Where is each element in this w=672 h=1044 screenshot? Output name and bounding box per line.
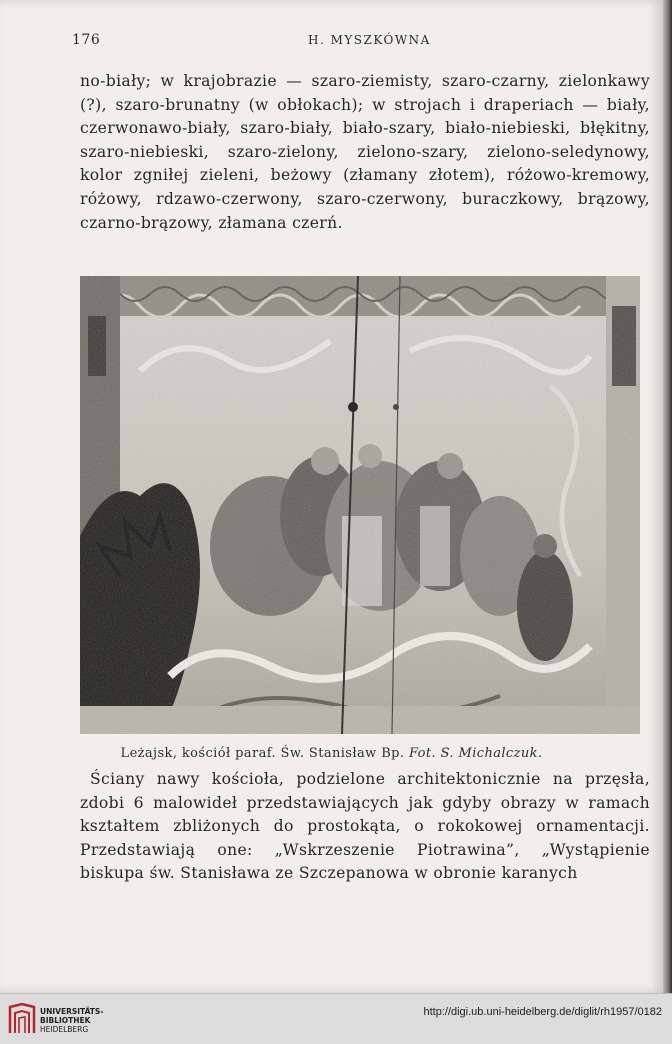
page-header [0, 32, 663, 52]
library-line-1: UNIVERSITÄTS- [40, 1007, 104, 1016]
fresco-photograph [80, 276, 640, 734]
figure-caption [0, 746, 663, 761]
caption-photo-credit: Fot. S. Michalczuk. [408, 746, 543, 761]
library-name [40, 1007, 103, 1034]
running-head: H. MYSZKÓWNA [308, 33, 431, 47]
university-library-logo-icon [8, 1003, 36, 1035]
body-paragraph-colors: no-biały; w krajobrazie — szaro-ziemisty, szaro-czarny, zielonkawy (?), szaro-brunatny (w obłokach); w strojach i draperiach — biały, czerwonawo-biały, szaro-biały, biało-szary, biało-niebieski, błękitny, szaro-niebieski, szaro-zielony, zielono-szary, zielono-seledynowy, kolor zgniłej zieleni, beżowy (złamany złotem), różowo-kremowy, różowy, rdzawo-czerwony, szaro-czerwony, buraczkowy, brązowy, czarno-brązowy, złamana czerń. [80, 72, 650, 232]
page-number: 176 [72, 32, 101, 48]
source-url-link[interactable]: http://digi.ub.uni-heidelberg.de/diglit/rh1957/0182 [423, 1006, 662, 1018]
page-edge [663, 0, 672, 993]
viewer-footer [0, 993, 672, 1044]
library-line-2: BIBLIOTHEK [40, 1016, 91, 1025]
fresco-photo-image [80, 276, 640, 734]
body-paragraph-nave-paintings: Ściany nawy kościoła, podzielone architektonicznie na przęsła, zdobi 6 malowideł przedstawiających jak gdyby obrazy w ramach kształtem zbliżonych do prostokąta, o rokokowej ornamentacji. Przedstawiają one: „Wskrzeszenie Piotrawina”, „Wystąpienie biskupa św. Stanisława ze Szczepanowa w obronie karanych [80, 770, 650, 883]
library-city: HEIDELBERG [40, 1025, 89, 1034]
caption-place: Leżajsk, kościół paraf. Św. Stanisław Bp. [120, 746, 405, 761]
